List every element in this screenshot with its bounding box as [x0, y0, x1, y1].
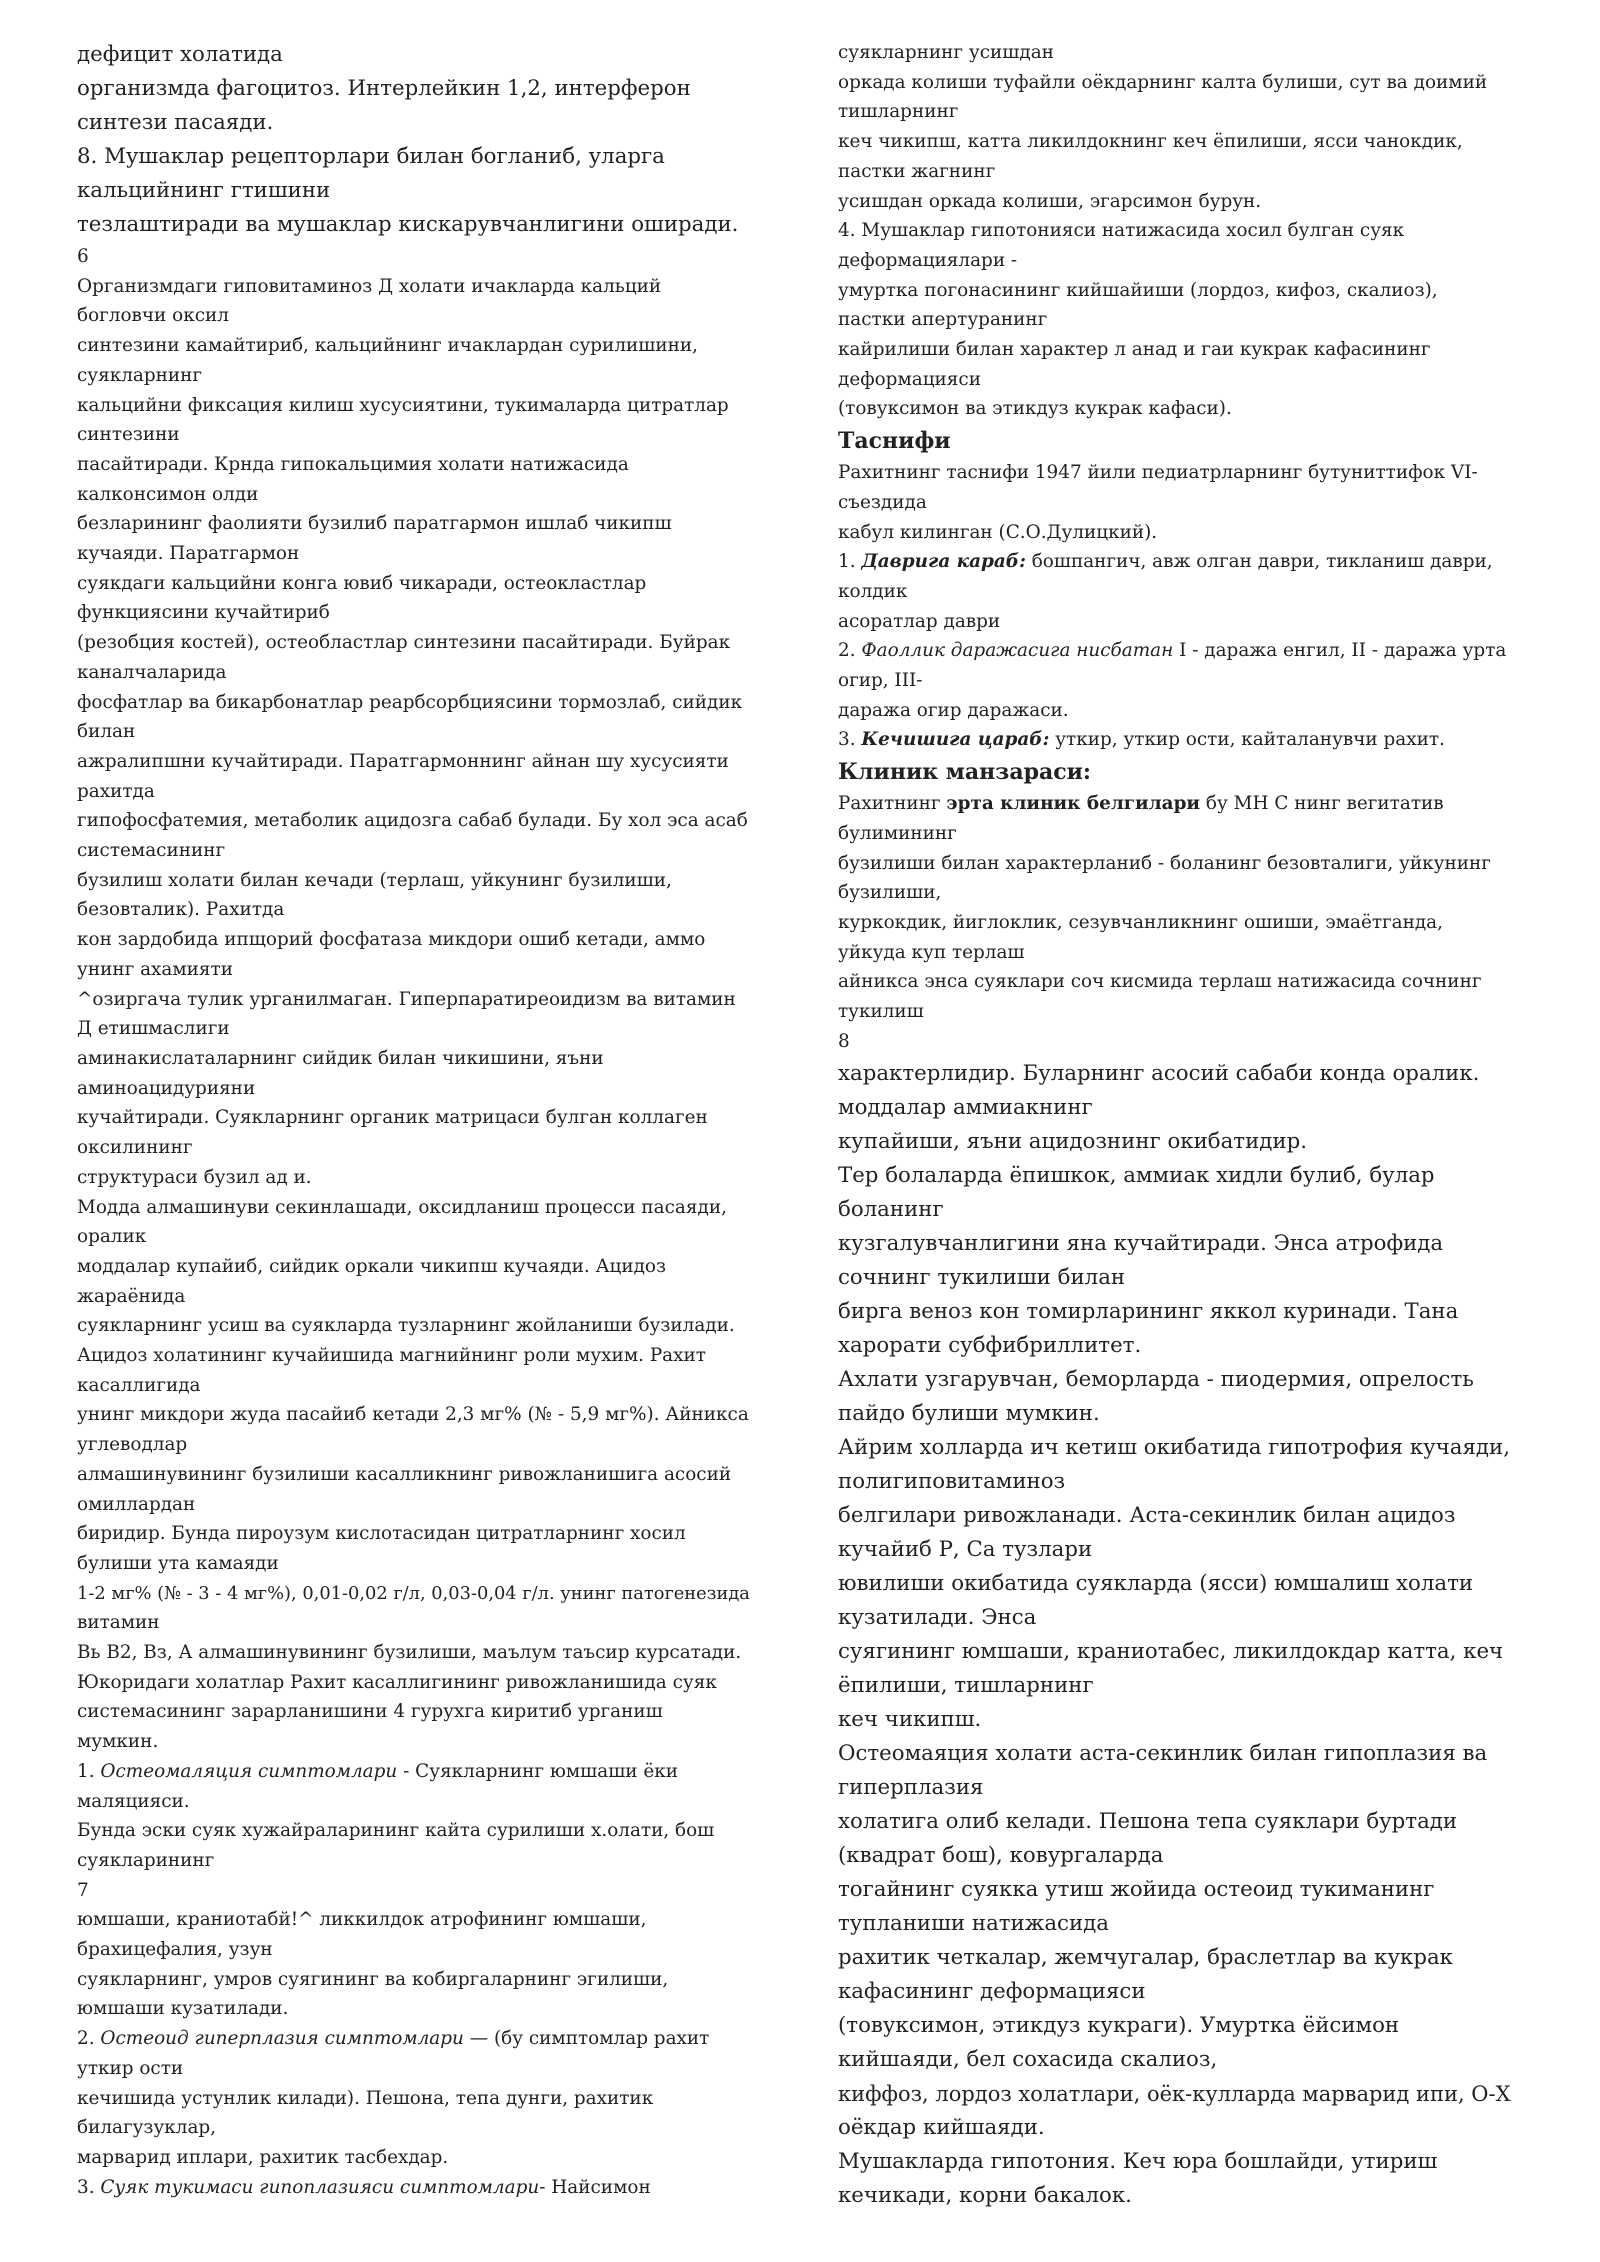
text-line: кузгалувчанлигини яна кучайтиради. Энса атрофида [838, 1230, 1444, 1256]
text-line: пайдо булиши мумкин. [838, 1400, 1100, 1426]
text-line: белгилари ривожланади. Аста-секинлик билан ацидоз [838, 1502, 1456, 1528]
text-line: структураси бузил ад и. [77, 1166, 312, 1188]
text-line: фосфатлар ва бикарбонатлар реарбсорбциясини тормозлаб, сийдик [77, 691, 743, 713]
text-segment: — (бу симптомлар рахит [463, 2028, 710, 2050]
text-line: синтезини камайтириб, кальцийнинг ичаклардан сурилишини, [77, 335, 698, 357]
left-column [77, 38, 757, 2202]
text-line: алмашинувининг бузилиши касалликнинг ривожланишига асосий [77, 1463, 732, 1485]
text-line [838, 547, 1518, 577]
emphasis-text: Суяк тукимаси гипоплазияси симптомлари [100, 2176, 540, 2198]
text-line: суякларнинг усишдан [838, 42, 1054, 63]
text-line: 1-2 мг% (№ - 3 - 4 мг%), 0,01-0,02 г/л, 0,03-0,04 г/л. унинг патогенезида [77, 1582, 750, 1604]
text-line: тишларнинг [838, 101, 959, 123]
text-line: Ацидоз холатининг кучайишида магнийнинг роли мухим. Рахит [77, 1345, 706, 1367]
text-segment: 3. [838, 729, 862, 751]
text-line: айникса энса суяклари соч кисмида терлаш натижасида сочнинг [838, 971, 1482, 993]
text-line: суякдаги кальцийни конга ювиб чикаради, остеокластлар [77, 572, 647, 594]
text-line: пастки апертуранинг [838, 309, 1048, 331]
text-segment: бу МН С нинг вегитатив [1200, 793, 1444, 815]
text-line: ажралипшни кучайтиради. Паратгармоннинг айнан шу хусусияти [77, 750, 729, 772]
text-line: характерлидир. Буларнинг асосий сабаби конда оралик. [838, 1060, 1480, 1086]
text-line: пасайтиради. Крнда гипокальцимия холати натижасида [77, 453, 629, 475]
text-line: синтезини [77, 424, 180, 446]
text-line: куркокдик, йиглоклик, сезувчанликнинг ошиши, эмаётганда, [838, 911, 1443, 933]
text-line: кеч чикипш, катта ликилдокнинг кеч ёпилиши, ясси чанокдик, [838, 131, 1463, 153]
text-segment: 1. [77, 1760, 101, 1782]
text-line: билагузуклар, [77, 2117, 217, 2139]
text-line: гипофосфатемия, метаболик ацидозга сабаб булади. Бу хол эса асаб [77, 810, 748, 832]
text-line: бузилиши билан характерланиб - боланинг безовталиги, уйкунинг [838, 852, 1491, 874]
text-line: Мушакларда гипотония. Кеч юра бошлайди, утириш [838, 2148, 1438, 2174]
text-line: булиши ута камаяди [77, 1552, 279, 1574]
text-line: деформацияси [838, 368, 981, 390]
text-line: съездида [838, 491, 927, 513]
emphasis-text: эрта клиник белгилари [946, 793, 1201, 815]
text-line: Ахлати узгарувчан, беморларда - пиодермия, опрелость [838, 1366, 1474, 1392]
text-line: огир, III- [838, 670, 923, 692]
text-line: моддалар аммиакнинг [838, 1094, 1093, 1120]
text-line: кафасининг деформацияси [838, 1978, 1146, 2004]
text-line: (резобция костей), остеобластлар синтезини пасайтиради. Буйрак [77, 632, 731, 654]
text-line: безларининг фаолияти бузилиб паратгармон ишлаб чикипш [77, 513, 672, 535]
text-line: ювилиши окибатида суякларда (ясси) юмшалиш холати [838, 1570, 1474, 1596]
text-line [838, 636, 1518, 666]
emphasis-text: Остеоид гиперплазия симптомлари [100, 2028, 464, 2050]
text-segment: бошпангич, авж олган даври, тикланиш даври, [1025, 551, 1493, 573]
text-line: витамин [77, 1612, 160, 1634]
text-line: рахитик четкалар, жемчугалар, браслетлар ва кукрак [838, 1944, 1453, 1970]
text-line: унинг ахамияти [77, 958, 233, 980]
text-line: унинг микдори жуда пасайиб кетади 2,3 мг% (№ - 5,9 мг%). Айникса [77, 1404, 749, 1426]
text-line: марварид иплари, рахитик тасбехдар. [77, 2147, 449, 2168]
text-line: тезлаштиради ва мушаклар кискарувчанлигини оширади. [77, 212, 739, 237]
text-line [77, 1757, 757, 1787]
text-line: кальцийнинг гтишини [77, 178, 331, 203]
text-line: уткир ости [77, 2057, 184, 2079]
text-line: умуртка погонасининг кийшайиши (лордоз, кифоз, скалиоз), [838, 279, 1438, 301]
text-line: кеч чикипш. [838, 1706, 982, 1732]
text-line: сочнинг тукилиши билан [838, 1264, 1126, 1290]
text-line: киффоз, лордоз холатлари, оёк-кулларда марварид ипи, О-Х [838, 2081, 1511, 2106]
text-line: Остеомаяция холати аста-секинлик билан гипоплазия ва [838, 1740, 1488, 1766]
text-line: Бунда эски суяк хужайраларининг кайта сурилиши х.олати, бош [77, 1820, 715, 1842]
text-line: брахицефалия, узун [77, 1939, 273, 1961]
text-line: Модда алмашинуви секинлашади, оксидланиш процесси пасаяди, [77, 1196, 727, 1218]
text-line: (квадрат бош), ковургаларда [838, 1842, 1164, 1868]
text-line: асоратлар даври [838, 610, 1001, 632]
text-line: Рахитнинг таснифи 1947 йили педиатрларнинг бутуниттифок VI- [838, 462, 1478, 484]
text-line: Айрим холларда ич кетиш окибатида гипотрофия кучаяди, [838, 1434, 1510, 1460]
text-line: боланинг [838, 1196, 944, 1222]
text-line: кучайтиради. Суякларнинг органик матрицаси булган коллаген [77, 1107, 708, 1129]
text-line: функциясини кучайтириб [77, 602, 330, 624]
text-line: организмда фагоцитоз. Интерлейкин 1,2, интерферон [77, 76, 691, 101]
text-line: рахитда [77, 780, 155, 802]
text-line: юмшаши, краниотабй!^ ликкилдок атрофининг юмшаши, [77, 1909, 647, 1931]
text-line: моддалар купайиб, сийдик оркали чикипш кучаяди. Ацидоз [77, 1255, 667, 1277]
page-number: 6 [77, 246, 89, 267]
text-line: бирга веноз кон томирларининг яккол куринади. Тана [838, 1298, 1459, 1324]
text-line: аминоацидурияни [77, 1077, 256, 1099]
emphasis-text: Даврига караб: [861, 551, 1026, 573]
text-line: колдик [838, 580, 908, 602]
text-line: пастки жагнинг [838, 160, 996, 182]
emphasis-text: Кечишига цараб: [861, 729, 1050, 751]
text-line: Юкоридаги холатлар Рахит касаллигининг ривожланишида суяк [77, 1671, 717, 1693]
text-line: (товуксимон, этикдуз кукраги). Умуртка ёйсимон [838, 2012, 1400, 2038]
text-line: омиллардан [77, 1493, 196, 1515]
text-line: юмшаши кузатилади. [77, 1998, 289, 2020]
text-segment: Рахитнинг [838, 793, 947, 815]
text-line: дефицит холатида [77, 42, 283, 67]
text-line: (товуксимон ва этикдуз кукрак кафаси). [838, 398, 1232, 420]
text-line: кабул килинган (С.О.Дулицкий). [838, 521, 1158, 543]
page-number: 7 [77, 1879, 89, 1901]
text-line: кучайиб Р, Са тузлари [838, 1536, 1093, 1562]
text-line: касаллигида [77, 1374, 201, 1396]
right-column [838, 38, 1518, 2213]
section-heading: Таснифи [838, 428, 951, 455]
text-line: суягининг юмшаши, краниотабес, ликилдокдар катта, кеч [838, 1638, 1504, 1664]
text-line: оралик [77, 1226, 147, 1248]
text-line: оксилининг [77, 1137, 193, 1159]
text-line: билан [77, 721, 136, 743]
text-line: купайиши, яъни ацидознинг окибатидир. [838, 1128, 1307, 1154]
text-line: безовталик). Рахитда [77, 899, 285, 921]
page-number: 8 [838, 1030, 850, 1052]
text-line: системасининг [77, 840, 226, 862]
text-line: ёпилиши, тишларнинг [838, 1672, 1094, 1698]
text-segment: 1. [838, 551, 862, 573]
text-line: кальцийни фиксация килиш хусусиятини, тукималарда цитратлар [77, 394, 729, 416]
text-line: кийшаяди, бел сохасида скалиоз, [838, 2046, 1218, 2072]
text-line [838, 725, 1518, 755]
text-line: кечикади, корни бакалок. [838, 2182, 1132, 2208]
text-line: кучаяди. Паратгармон [77, 543, 300, 565]
text-line: холатига олиб келади. Пешона тепа суяклари буртади [838, 1808, 1458, 1834]
emphasis-text: Остеомаляция симптомлари [100, 1760, 398, 1782]
text-line: кечишида устунлик килади). Пешона, тепа дунги, рахитик [77, 2087, 654, 2109]
emphasis-text: Фаоллик даражасига нисбатан [861, 640, 1174, 662]
text-line: суякларнинг, умров суягининг ва кобиргаларнинг эгилиши, [77, 1968, 669, 1990]
text-line: уйкуда куп терлаш [838, 941, 1025, 963]
text-line: суякларининг [77, 1849, 215, 1871]
text-line: Тер болаларда ёпишкок, аммиак хидли булиб, булар [838, 1162, 1435, 1188]
text-line: 4. Мушаклар гипотонияси натижасида хосил булган суяк [838, 220, 1405, 242]
text-line: Вь В2, Вз, А алмашинувининг бузилиши, маълум таъсир курсатади. [77, 1642, 742, 1664]
text-line: кайрилиши билан характер л анад и гаи кукрак кафасининг [838, 339, 1431, 361]
text-line: аминакислаталарнинг сийдик билан чикишини, яъни [77, 1047, 604, 1069]
text-line: кон зардобида ипщорий фосфатаза микдори ошиб кетади, аммо [77, 929, 706, 951]
text-line: синтези пасаяди. [77, 110, 274, 135]
text-line: жараёнида [77, 1285, 186, 1307]
text-line: даража огир даражаси. [838, 699, 1069, 721]
text-line: оркада колиши туфайли оёкдарнинг калта булиши, сут ва доимий [838, 71, 1488, 93]
text-segment: уткир, уткир ости, кайталанувчи рахит. [1049, 729, 1445, 751]
text-segment: 3. [77, 2176, 101, 2198]
text-line: оёкдар кийшаяди. [838, 2114, 1045, 2140]
text-line: углеводлар [77, 1434, 188, 1456]
text-line: кузатилади. Энса [838, 1604, 1037, 1630]
text-line: бузилиши, [838, 882, 942, 904]
text-line: тупланиши натижасида [838, 1910, 1109, 1936]
text-segment: - Найсимон [539, 2176, 651, 2198]
text-segment: I - даража енгил, II - даража урта [1173, 640, 1507, 662]
text-line [838, 789, 1518, 819]
text-line: маляцияси. [77, 1790, 190, 1812]
text-line: каналчаларида [77, 661, 227, 683]
text-segment: - Суякларнинг юмшаши ёки [397, 1760, 679, 1782]
text-line: суякларнинг [77, 364, 203, 386]
text-segment: 2. [77, 2028, 101, 2050]
text-line: полигиповитаминоз [838, 1468, 1066, 1494]
text-line: деформациялари - [838, 249, 1018, 271]
text-line: булимининг [838, 822, 957, 844]
text-line: мумкин. [77, 1731, 159, 1753]
text-line: бузилиш холати билан кечади (терлаш, уйкунинг бузилиши, [77, 869, 672, 891]
text-line: тукилиш [838, 1001, 924, 1023]
text-segment: 2. [838, 640, 862, 662]
text-line [77, 2173, 757, 2203]
text-line: богловчи оксил [77, 305, 229, 327]
text-line: калконсимон олди [77, 483, 259, 505]
text-line: гиперплазия [838, 1774, 984, 1800]
text-line: ^озиргача тулик урганилмаган. Гиперпаратиреоидизм ва витамин [77, 988, 736, 1010]
section-heading: Клиник манзараси: [838, 759, 1092, 786]
text-line: 8. Мушаклар рецепторлари билан богланиб, уларга [77, 144, 665, 169]
text-line: Д етишмаслиги [77, 1018, 230, 1040]
text-line: суякларнинг усиш ва суякларда тузларнинг жойланиши бузилади. [77, 1315, 735, 1337]
text-line: харорати субфибриллитет. [838, 1332, 1142, 1358]
text-line: усишдан оркада колиши, эгарсимон бурун. [838, 190, 1262, 212]
text-line: Организмдаги гиповитаминоз Д холати ичакларда кальций [77, 275, 662, 297]
text-line: тогайнинг суякка утиш жойида остеоид тукиманинг [838, 1876, 1435, 1902]
text-line [77, 2024, 757, 2054]
text-line: системасининг зарарланишини 4 гурухга киритиб урганиш [77, 1701, 663, 1723]
text-line: биридир. Бунда пироузум кислотасидан цитратларнинг хосил [77, 1523, 686, 1545]
